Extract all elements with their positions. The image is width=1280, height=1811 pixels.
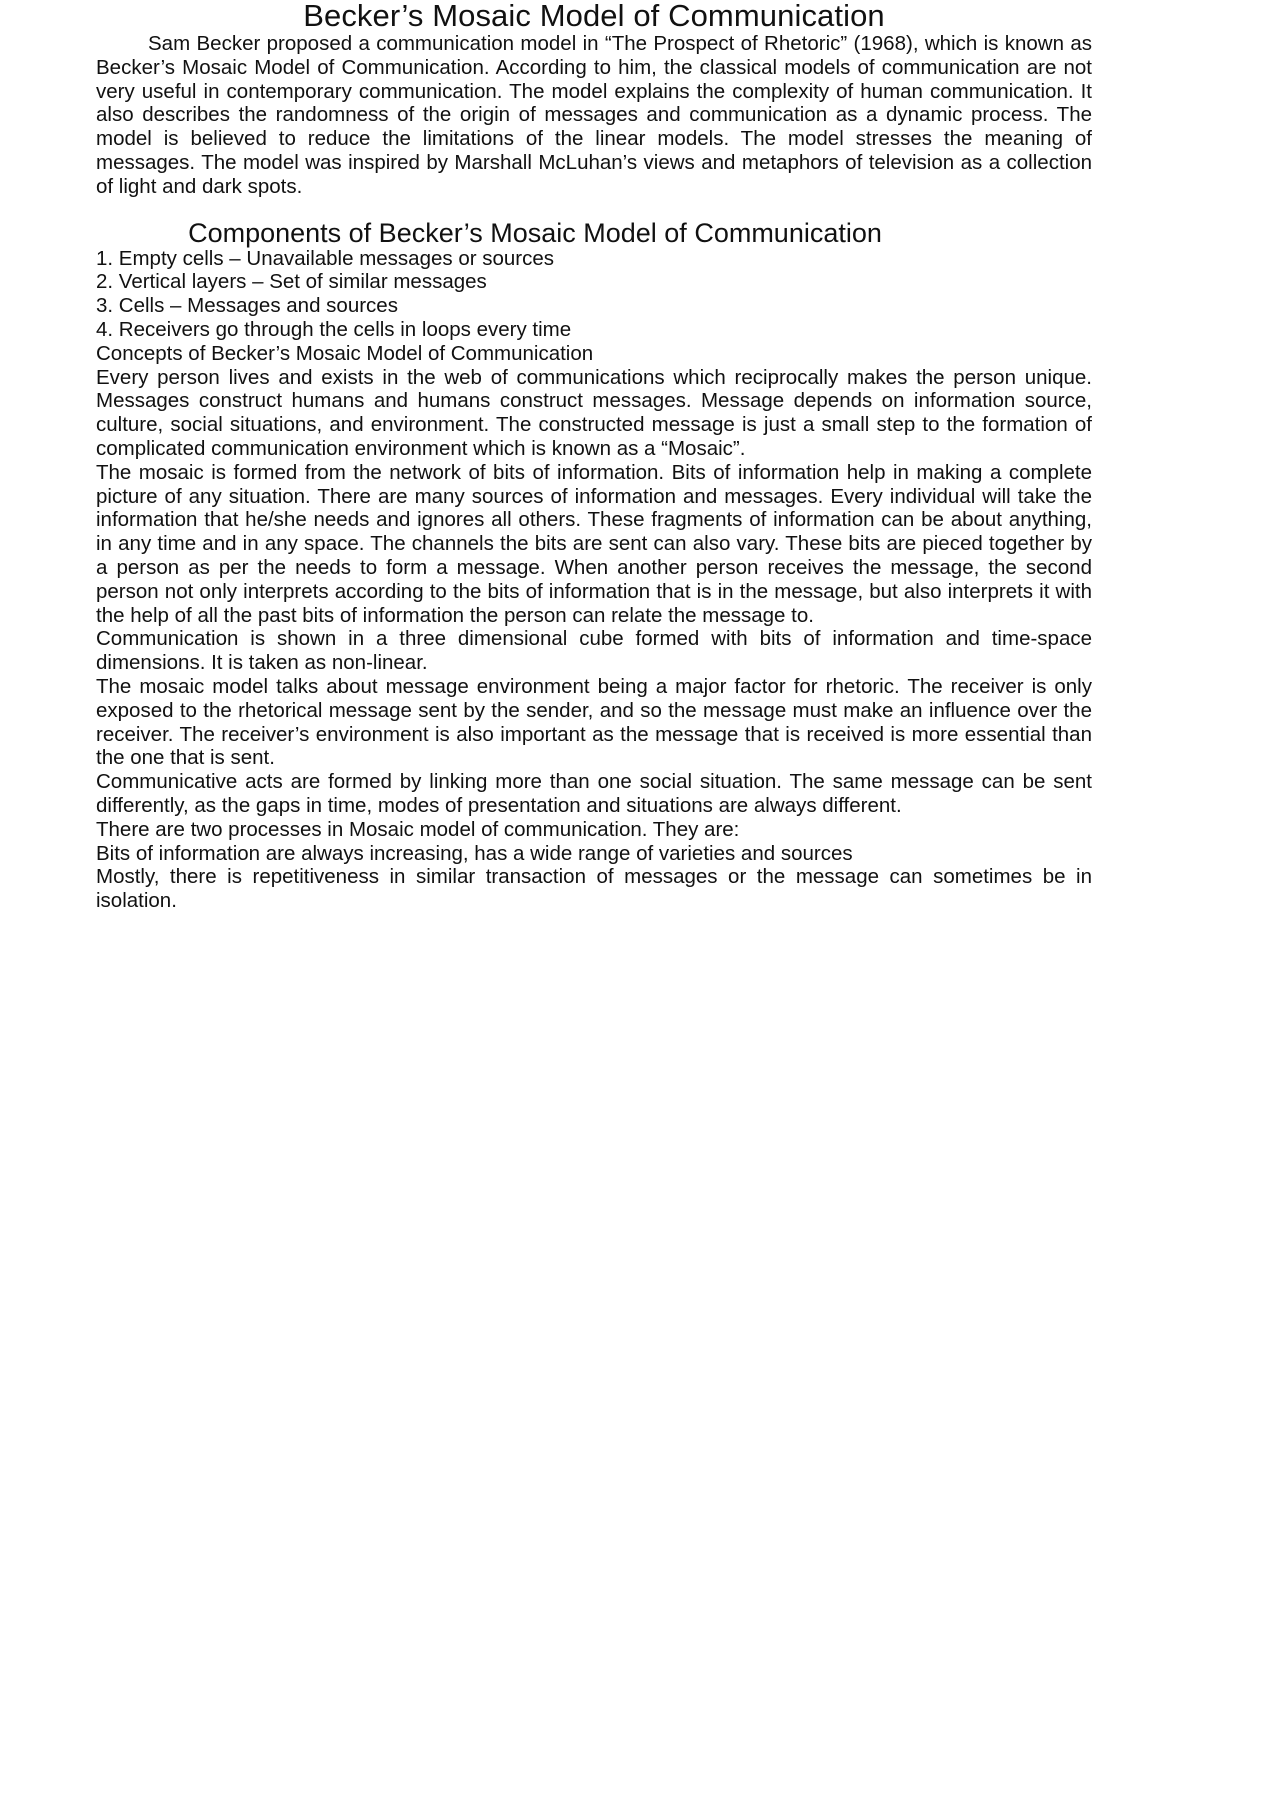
components-heading: Components of Becker’s Mosaic Model of Communication	[188, 217, 882, 248]
list-item: 3. Cells – Messages and sources	[96, 294, 398, 318]
body-paragraph: Every person lives and exists in the web of communications which reciprocally makes the person unique. Messages construct humans and humans construct messages. Message depends on information source, culture, social situations, and environment. The constructed message is just a small step to the formation of complicated communication environment which is known as a “Mosaic”.	[96, 365, 1092, 460]
body-paragraph: Communicative acts are formed by linking more than one social situation. The same message can be sent differently, as the gaps in time, modes of presentation and situations are always different.	[96, 770, 1092, 817]
body-paragraph: The mosaic is formed from the network of bits of information. Bits of information help in making a complete picture of any situation. There are many sources of information and messages. Every individual will take the information that he/she needs and ignores all others. These fragments of information can be about anything, in any time and in any space. The channels the bits are sent can also vary. These bits are pieced together by a person as per the needs to form a message. When another person receives the message, the second person not only interprets according to the bits of information that is in the message, but also interprets it with the help of all the past bits of information the person can relate the message to.	[96, 460, 1092, 627]
concepts-heading: Concepts of Becker’s Mosaic Model of Communication	[96, 341, 594, 365]
body-paragraph: The mosaic model talks about message environment being a major factor for rhetoric. The receiver is only exposed to the rhetorical message sent by the sender, and so the message must make an influence over the receiver. The receiver’s environment is also important as the message that is received is more essential than the one that is sent.	[96, 674, 1092, 770]
intro-paragraph: Sam Becker proposed a communication model in “The Prospect of Rhetoric” (1968), which is known as Becker’s Mosaic Model of Communication. According to him, the classical models of communication are not very useful in contemporary communication. The model explains the complexity of human communication. It also describes the randomness of the origin of messages and communication as a dynamic process. The model is believed to reduce the limitations of the linear models. The model stresses the meaning of messages. The model was inspired by Marshall McLuhan’s views and metaphors of television as a collection of light and dark spots.	[96, 32, 1092, 198]
document-page	[96, 0, 1092, 913]
components-list	[96, 247, 1092, 342]
list-item: 2. Vertical layers – Set of similar messages	[96, 270, 487, 294]
process-item: Bits of information are always increasing, has a wide range of varieties and sources	[96, 841, 853, 865]
body-paragraph: Communication is shown in a three dimensional cube formed with bits of information and time-space dimensions. It is taken as non-linear.	[96, 627, 1092, 675]
process-item: Mostly, there is repetitiveness in similar transaction of messages or the message can sometimes be in isolation.	[96, 865, 1092, 913]
processes-intro: There are two processes in Mosaic model of communication. They are:	[96, 817, 740, 841]
list-item: 1. Empty cells – Unavailable messages or sources	[96, 246, 555, 270]
document-title: Becker’s Mosaic Model of Communication	[303, 0, 885, 33]
list-item: 4. Receivers go through the cells in loops every time	[96, 317, 572, 341]
